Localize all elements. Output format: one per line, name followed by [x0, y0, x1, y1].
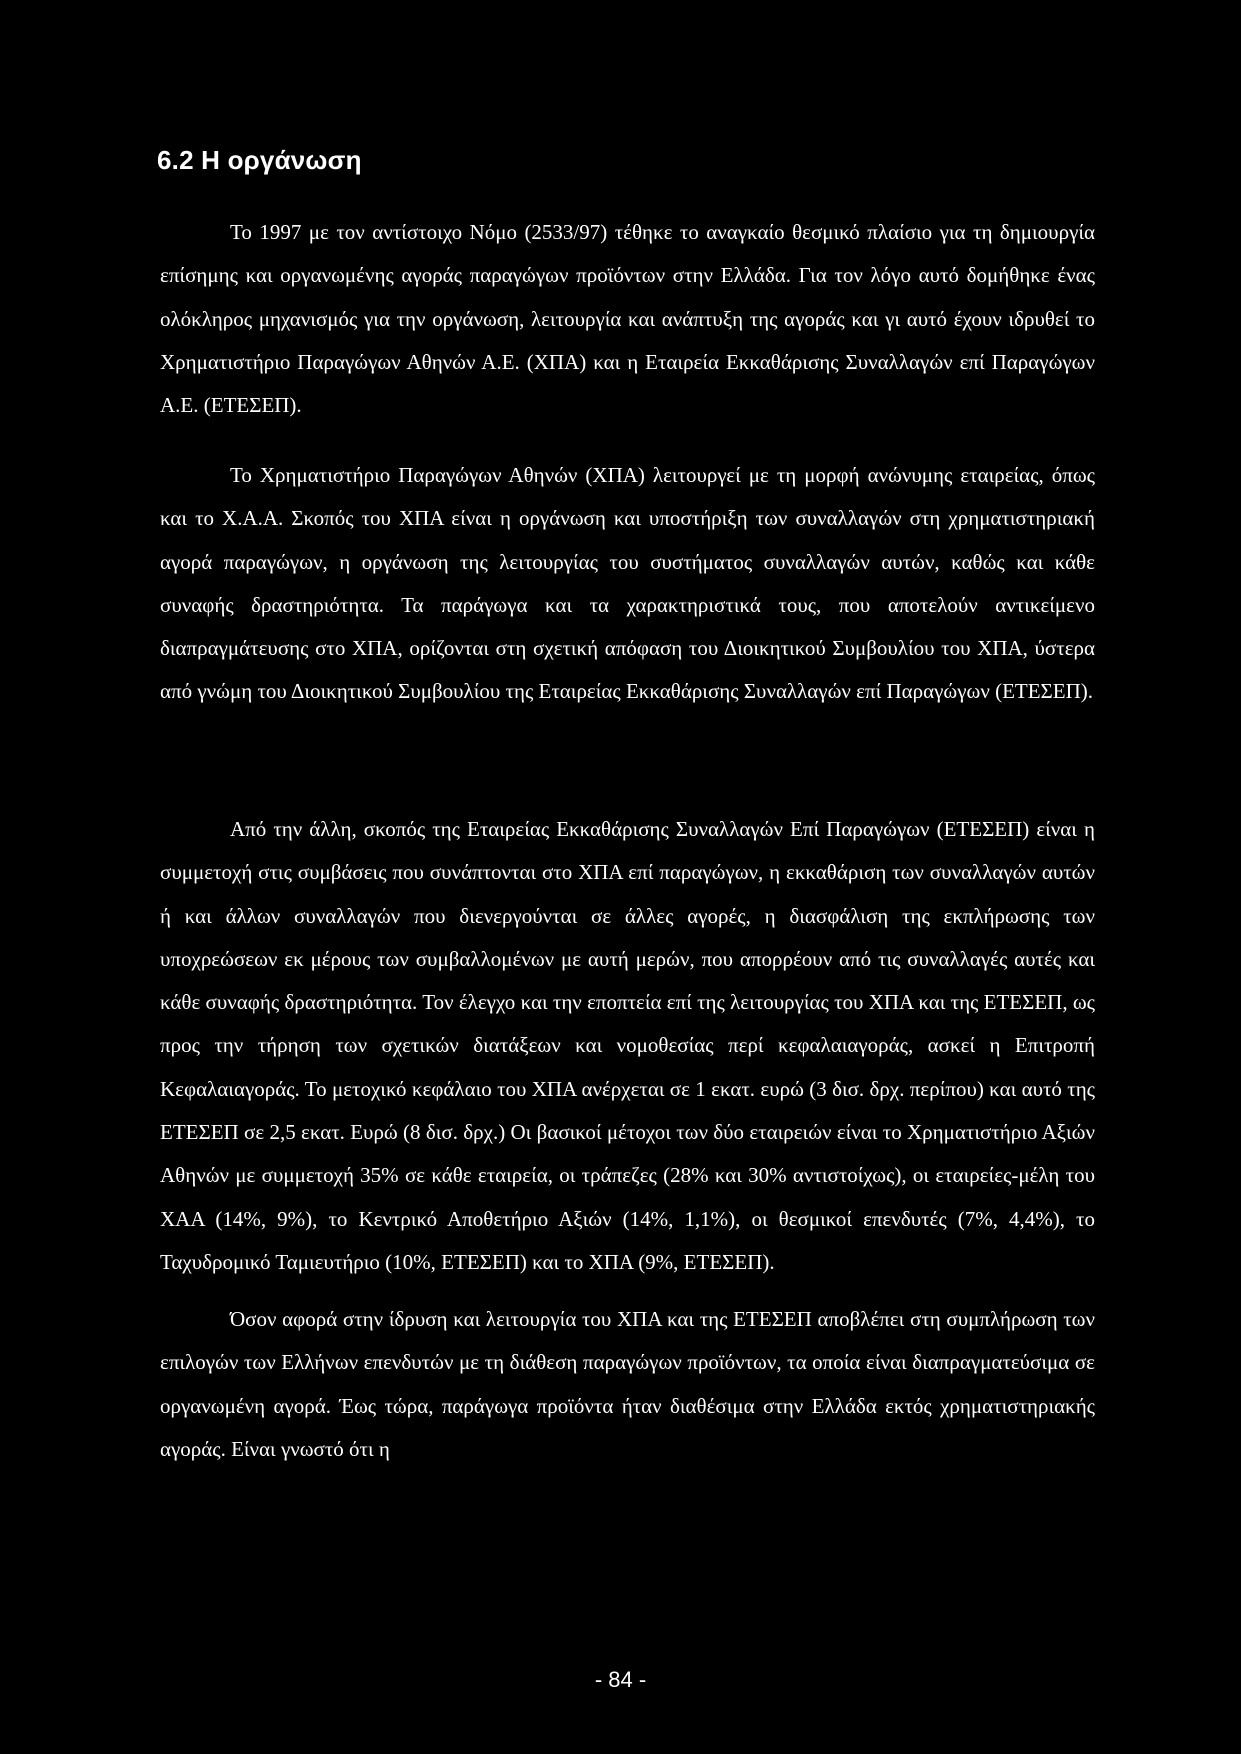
- paragraph-3: Από την άλλη, σκοπός της Εταιρείας Εκκαθάρισης Συναλλαγών Επί Παραγώγων (ΕΤΕΣΕΠ) είναι η συμμετοχή στις συμβάσεις που συνάπτονται στο ΧΠΑ επί παραγώγων, η εκκαθάριση των συναλλαγών αυτών ή και άλλων συναλλαγών που διενεργούνται σε άλλες αγορές, η διασφάλιση της εκπλήρωσης των υποχρεώσεων εκ μέρους των συμβαλλομένων με αυτή μερών, που απορρέουν από τις συναλλαγές αυτές και κάθε συναφής δραστηριότητα. Τον έλεγχο και την εποπτεία επί της λειτουργίας του ΧΠΑ και της ΕΤΕΣΕΠ, ως προς την τήρηση των σχετικών διατάξεων και νομοθεσίας περί κεφαλαιαγοράς, ασκεί η Επιτροπή Κεφαλαιαγοράς. Το μετοχικό κεφάλαιο του ΧΠΑ ανέρχεται σε 1 εκατ. ευρώ (3 δισ. δρχ. περίπου) και αυτό της ΕΤΕΣΕΠ σε 2,5 εκατ. Ευρώ (8 δισ. δρχ.) Οι βασικοί μέτοχοι των δύο εταιρειών είναι το Χρηματιστήριο Αξιών Αθηνών με συμμετοχή 35% σε κάθε εταιρεία, οι τράπεζες (28% και 30% αντιστοίχως), οι εταιρείες-μέλη του ΧΑΑ (14%, 9%), το Κεντρικό Αποθετήριο Αξιών (14%, 1,1%), οι θεσμικοί επενδυτές (7%, 4,4%), το Ταχυδρομικό Ταμιευτήριο (10%, ΕΤΕΣΕΠ) και το ΧΠΑ (9%, ΕΤΕΣΕΠ).: [160, 817, 1095, 1274]
- paragraph-2: Το Χρηματιστήριο Παραγώγων Αθηνών (ΧΠΑ) λειτουργεί με τη μορφή ανώνυμης εταιρείας, όπως και το Χ.Α.Α. Σκοπός του ΧΠΑ είναι η οργάνωση και υποστήριξη των συναλλαγών στη χρηματιστηριακή αγορά παραγώγων, η οργάνωση της λειτουργίας του συστήματος συναλλαγών αυτών, καθώς και κάθε συναφής δραστηριότητα. Τα παράγωγα και τα χαρακτηριστικά τους, που αποτελούν αντικείμενο διαπραγμάτευσης στο ΧΠΑ, ορίζονται στη σχετική απόφαση του Διοικητικού Συμβουλίου του ΧΠΑ, ύστερα από γνώμη του Διοικητικού Συμβουλίου της Εταιρείας Εκκαθάρισης Συναλλαγών επί Παραγώγων (ΕΤΕΣΕΠ).: [160, 463, 1095, 704]
- section-heading: 6.2 Η οργάνωση: [157, 145, 362, 175]
- paragraph-1: Το 1997 με τον αντίστοιχο Νόμο (2533/97) τέθηκε το αναγκαίο θεσμικό πλαίσιο για τη δημιουργία επίσημης και οργανωμένης αγοράς παραγώγων προϊόντων στην Ελλάδα. Για τον λόγο αυτό δομήθηκε ένας ολόκληρος μηχανισμός για την οργάνωση, λειτουργία και ανάπτυξη της αγοράς και γι αυτό έχουν ιδρυθεί το Χρηματιστήριο Παραγώγων Αθηνών Α.Ε. (ΧΠΑ) και η Εταιρεία Εκκαθάρισης Συναλλαγών επί Παραγώγων Α.Ε. (ΕΤΕΣΕΠ).: [160, 220, 1095, 418]
- page-number: - 84 -: [594, 1667, 647, 1692]
- paragraph-4: Όσον αφορά στην ίδρυση και λειτουργία του ΧΠΑ και της ΕΤΕΣΕΠ αποβλέπει στη συμπλήρωση των επιλογών των Ελλήνων επενδυτών με τη διάθεση παραγώγων προϊόντων, τα οποία είναι διαπραγματεύσιμα σε οργανωμένη αγορά. Έως τώρα, παράγωγα προϊόντα ήταν διαθέσιμα στην Ελλάδα εκτός χρηματιστηριακής αγοράς. Είναι γνωστό ότι η: [160, 1307, 1095, 1461]
